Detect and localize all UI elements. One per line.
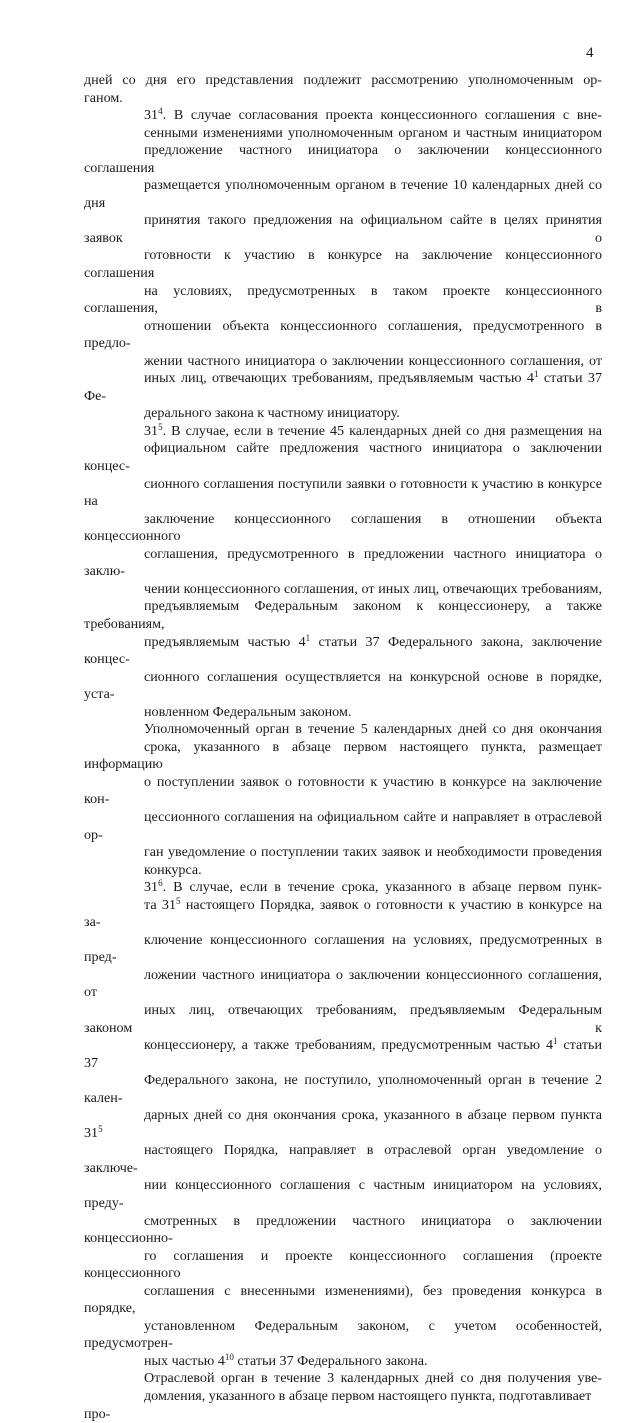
text-run: ложении частного инициатора о заключении концессионного соглашения, от xyxy=(84,966,602,1001)
text-run: 31 xyxy=(144,107,159,124)
text-run: сионного соглашения поступили заявки о готовности к участию в конкурсе на xyxy=(84,475,602,510)
text-run: Уполномоченный орган в течение 5 календарных дней со дня окончания xyxy=(144,721,602,738)
text-line xyxy=(84,90,602,108)
text-run: цессионного соглашения на официальном сайте и направляет в отраслевой ор- xyxy=(84,808,602,843)
text-line xyxy=(84,739,602,774)
text-line xyxy=(84,879,602,897)
text-line xyxy=(84,107,602,125)
text-line xyxy=(84,669,602,704)
text-line xyxy=(84,1177,602,1212)
paragraph xyxy=(84,879,602,1370)
text-line xyxy=(84,1142,602,1177)
text-run: . В случае, если в течение срока, указанного в абзаце первом пунк- xyxy=(162,879,602,896)
text-line xyxy=(84,809,602,844)
superscript: 6 xyxy=(158,878,163,889)
text-run: го соглашения и проекте концессионного соглашения (проекте концессионного xyxy=(84,1247,602,1282)
text-line xyxy=(84,1213,602,1248)
text-line xyxy=(84,125,602,143)
text-line xyxy=(84,511,602,546)
text-run: статьи 37 Федерального закона. xyxy=(233,1352,428,1369)
text-run: 31 xyxy=(144,422,159,439)
text-run: сенными изменениями уполномоченным органом и частным инициатором xyxy=(144,124,602,141)
superscript: 1 xyxy=(305,632,311,643)
text-line xyxy=(84,704,602,722)
superscript: 5 xyxy=(98,1123,103,1134)
text-line xyxy=(84,721,602,739)
text-line xyxy=(84,353,602,371)
page-number: 4 xyxy=(586,45,594,61)
text-run: соглашения с внесенными изменениями), без проведения конкурса в порядке, xyxy=(84,1282,602,1317)
text-run: о поступлении заявок о готовности к участию в конкурсе на заключение кон- xyxy=(84,773,602,808)
text-run: дней со дня его представления подлежит рассмотрению уполномоченным ор- xyxy=(84,72,602,88)
text-run: статьи 37 Фе- xyxy=(84,370,602,404)
text-run: заключение концессионного соглашения в отношении объекта концессионного xyxy=(84,510,602,545)
text-run: статьи 37 xyxy=(84,1037,602,1071)
paragraph xyxy=(84,107,602,423)
text-line xyxy=(84,1037,602,1072)
text-line xyxy=(84,1388,602,1423)
superscript: 5 xyxy=(176,895,181,906)
text-run: дерального закона к частному инициатору. xyxy=(144,405,400,422)
text-line xyxy=(84,844,602,862)
text-run: жении частного инициатора о заключении концессионного соглашения, от xyxy=(144,352,602,369)
document-body xyxy=(84,72,602,1423)
text-run: соглашения, предусмотренного в предложении частного инициатора о заклю- xyxy=(84,545,602,580)
superscript: 1 xyxy=(553,1036,558,1047)
text-line xyxy=(84,1107,602,1142)
text-run: иных лиц, отвечающих требованиям, предъявляемым частью 4 xyxy=(144,370,534,387)
text-run: на условиях, предусмотренных в таком проекте концессионного соглашения, в xyxy=(84,282,602,317)
text-line xyxy=(84,283,602,318)
text-run: чении концессионного соглашения, от иных лиц, отвечающих требованиям, xyxy=(144,580,602,597)
text-line xyxy=(84,247,602,282)
text-run: ган уведомление о поступлении таких заявок и необходимости проведения xyxy=(144,844,602,861)
text-run: сионного соглашения осуществляется на конкурсной основе в порядке, уста- xyxy=(84,668,602,703)
text-line xyxy=(84,476,602,511)
superscript: 5 xyxy=(158,421,163,432)
text-line xyxy=(84,581,602,599)
text-run: статьи 37 Федерального закона, заключение концес- xyxy=(84,633,602,668)
text-run: срока, указанного в абзаце первом настоящего пункта, размещает информацию xyxy=(84,738,602,773)
text-line xyxy=(84,1283,602,1318)
text-line xyxy=(84,634,602,669)
text-line xyxy=(84,774,602,809)
paragraph xyxy=(84,1370,602,1423)
text-run: установленном Федеральным законом, с учетом особенностей, предусмотрен- xyxy=(84,1317,602,1352)
text-run: иных лиц, отвечающих требованиям, предъявляемым Федеральным законом к xyxy=(84,1001,602,1036)
text-line xyxy=(84,932,602,967)
text-line xyxy=(84,1370,602,1388)
text-line xyxy=(84,1072,602,1107)
text-line xyxy=(84,546,602,581)
text-line xyxy=(84,405,602,423)
text-line xyxy=(84,318,602,353)
text-run: предложение частного инициатора о заключении концессионного соглашения xyxy=(84,142,602,176)
text-line xyxy=(84,967,602,1002)
text-line xyxy=(84,1002,602,1037)
text-run: смотренных в предложении частного инициатора о заключении концессионно- xyxy=(84,1212,602,1247)
paragraph xyxy=(84,72,602,107)
text-run: предъявляемым частью 4 xyxy=(144,633,306,650)
text-run: Федерального закона, не поступило, уполномоченный орган в течение 2 кален- xyxy=(84,1072,602,1106)
text-run: ганом. xyxy=(84,89,123,106)
superscript: 4 xyxy=(158,106,163,117)
text-run: принятия такого предложения на официальном сайте в целях принятия заявок о xyxy=(84,212,602,246)
text-run: 31 xyxy=(144,879,159,896)
text-line xyxy=(84,72,602,90)
paragraph xyxy=(84,423,602,721)
paragraph xyxy=(84,721,602,879)
text-line xyxy=(84,897,602,932)
text-run: новленном Федеральным законом. xyxy=(144,703,352,720)
text-run: . В случае, если в течение 45 календарных дней со дня размещения на xyxy=(162,422,602,439)
text-run: предъявляемым Федеральным законом к концессионеру, а также требованиям, xyxy=(84,598,602,632)
superscript: 1 xyxy=(533,369,539,380)
text-run: ных частью 4 xyxy=(144,1352,225,1369)
text-run: конкурса. xyxy=(144,861,202,878)
text-line xyxy=(84,1248,602,1283)
text-run: нии концессионного соглашения с частным инициатором на условиях, преду- xyxy=(84,1177,602,1211)
text-line xyxy=(84,142,602,177)
text-line xyxy=(84,423,602,441)
text-run: официальном сайте предложения частного инициатора о заключении концес- xyxy=(84,440,602,475)
text-run: Отраслевой орган в течение 3 календарных дней со дня получения уве- xyxy=(144,1370,602,1387)
text-line xyxy=(84,440,602,475)
text-line xyxy=(84,177,602,212)
text-run: ключение концессионного соглашения на условиях, предусмотренных в пред- xyxy=(84,931,602,966)
text-line xyxy=(84,212,602,247)
text-run: дарных дней со дня окончания срока, указанного в абзаце первом пункта 31 xyxy=(84,1107,602,1141)
text-run: настоящего Порядка, заявок о готовности к участию в конкурсе на за- xyxy=(84,896,602,931)
text-run: . В случае согласования проекта концессионного соглашения с вне- xyxy=(162,107,602,124)
text-run: настоящего Порядка, направляет в отраслевой орган уведомление о заключе- xyxy=(84,1142,602,1176)
text-line xyxy=(84,370,602,405)
text-run: концессионеру, а также требованиям, предусмотренным частью 4 xyxy=(144,1037,553,1054)
text-run: домления, указанного в абзаце первом настоящего пункта, подготавливает про- xyxy=(84,1388,592,1422)
text-line xyxy=(84,1353,602,1371)
text-line xyxy=(84,1318,602,1353)
superscript: 10 xyxy=(224,1351,234,1362)
text-line xyxy=(84,598,602,633)
text-run: та 31 xyxy=(144,896,177,913)
text-line xyxy=(84,862,602,880)
text-run: отношении объекта концессионного соглашения, предусмотренного в предло- xyxy=(84,317,602,352)
text-run: размещается уполномоченным органом в течение 10 календарных дней со дня xyxy=(84,177,602,211)
text-run: готовности к участию в конкурсе на заключение концессионного соглашения xyxy=(84,247,602,282)
